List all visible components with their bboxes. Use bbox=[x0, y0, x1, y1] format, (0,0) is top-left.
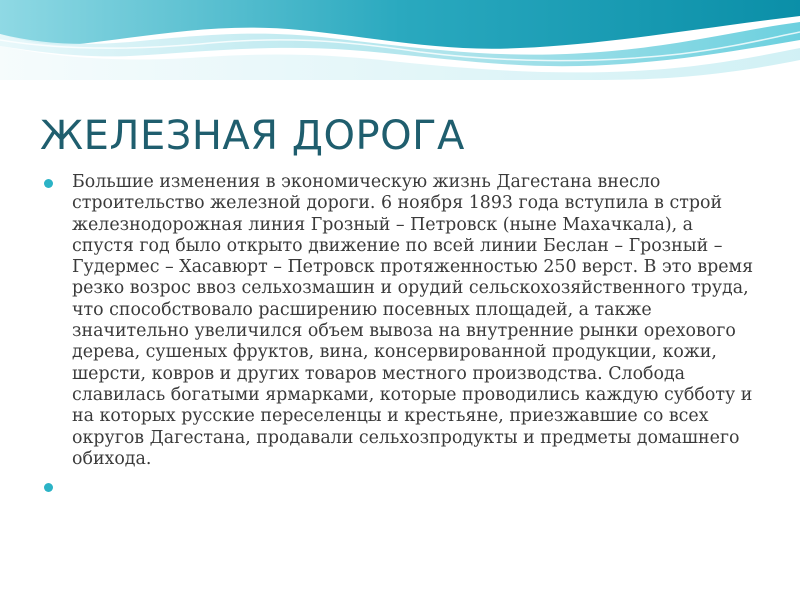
wave-header-decoration bbox=[0, 0, 800, 80]
slide-title: ЖЕЛЕЗНАЯ ДОРОГА bbox=[40, 113, 465, 159]
wave-layer-deep bbox=[0, 0, 800, 49]
bullet-text: Большие изменения в экономическую жизнь Дагестана внесло строительство железной дороги. 6 ноября 1893 года вступила в строй железнодорожная линия Грозный – Петровск (ныне Махачкала), а спустя год было открыто движение по всей линии Беслан – Грозный – Гудермес – Хасавюрт – Петровск протяженностью 250 верст. В это время резко возрос ввоз сельхозмашин и орудий сельскохозяйственного труда, что способствовало расширению посевных площадей, а также значительно увеличился объем вывоза на внутренние рынки орехового дерева, сушеных фруктов, вина, консервированной продукции, кожи, шерсти, ковров и других товаров местного производства. Слобода славилась богатыми ярмарками, которые проводились каждую субботу и на которых русские переселенцы и крестьяне, приезжавшие со всех округов Дагестана, продавали сельхозпродукты и предметы домашнего обихода. bbox=[72, 172, 754, 469]
bullet-item bbox=[44, 172, 760, 470]
bullet-item-empty bbox=[44, 476, 760, 497]
bullet-dot-icon bbox=[44, 483, 53, 492]
bullet-list bbox=[44, 172, 760, 497]
bullet-dot-icon bbox=[44, 179, 53, 188]
